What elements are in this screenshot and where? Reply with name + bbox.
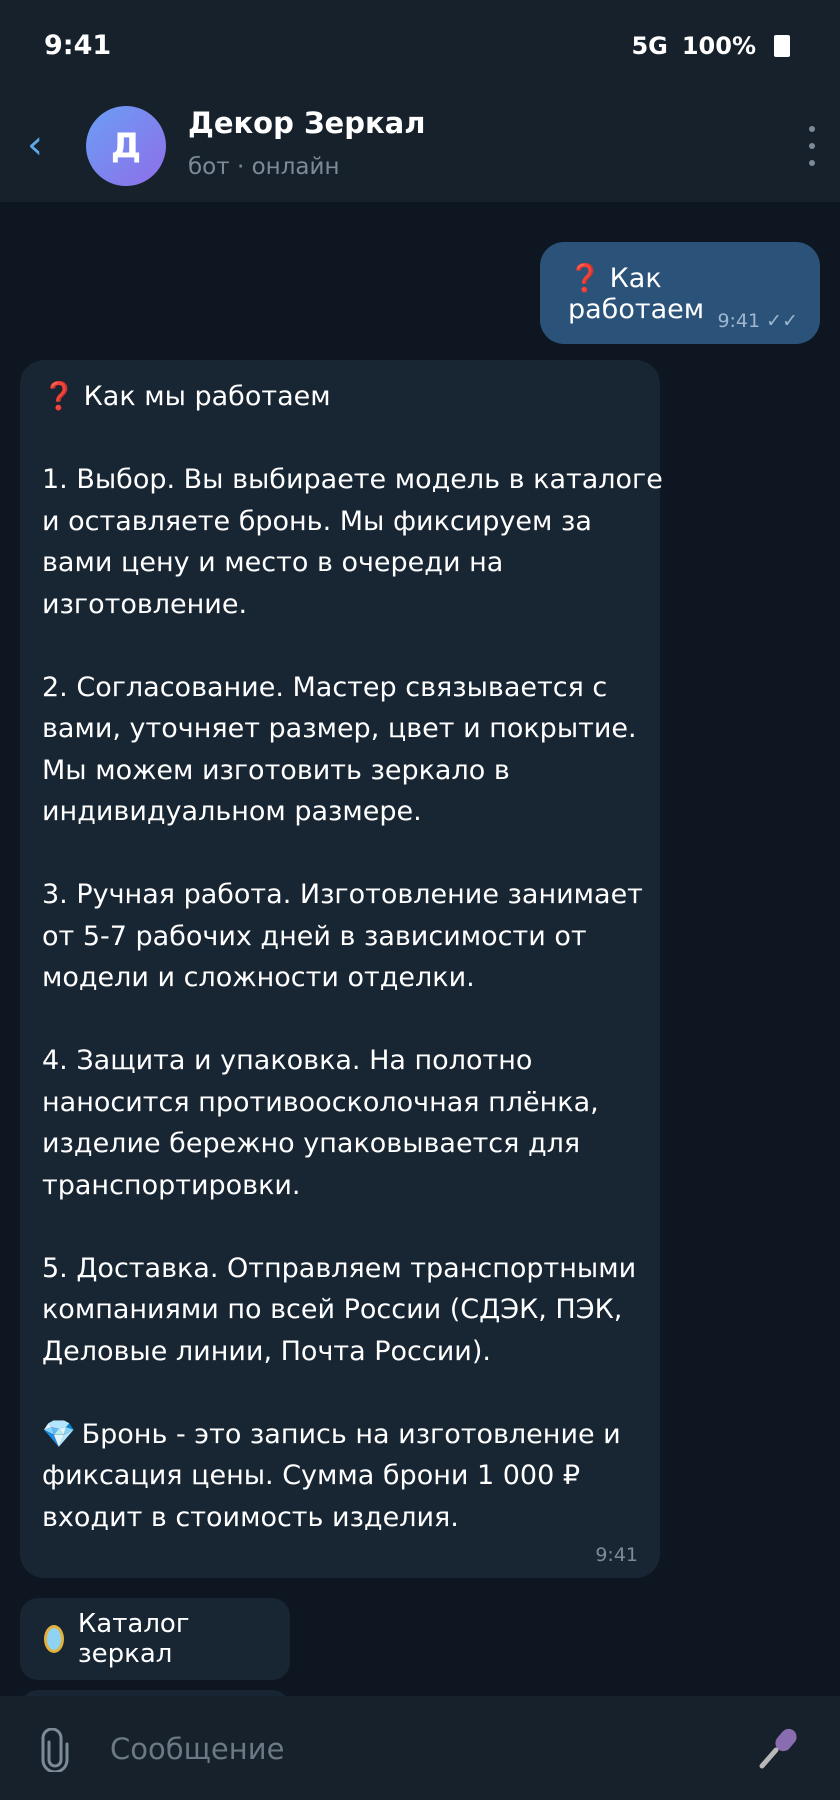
- message-input[interactable]: [110, 1726, 710, 1772]
- question-mark-icon: ❓: [568, 263, 602, 294]
- step-delivery: 5. Доставка. Отправляем транспортными компаниями по всей России (СДЭК, ПЭК, Деловые линии, Почта России).: [42, 1252, 637, 1367]
- gem-icon: 💎: [42, 1418, 76, 1450]
- catalog-button[interactable]: [20, 1598, 290, 1680]
- battery-label: 100%: [681, 32, 756, 60]
- catalog-button-label: Каталог зеркал: [77, 1609, 190, 1669]
- status-time: 9:41: [44, 30, 112, 61]
- outgoing-message[interactable]: [540, 242, 820, 344]
- step-packaging: 4. Защита и упаковка. На полотно наносится противоосколочная плёнка, изделие бережно упаковывается для транспортировки.: [42, 1045, 599, 1201]
- mirror-icon: [44, 1625, 64, 1653]
- step-choice: 1. Выбор. Вы выбираете модель в каталоге и оставляете бронь. Мы фиксируем за вами цену и место в очереди на изготовление.: [42, 464, 663, 620]
- outgoing-message-meta: [717, 310, 798, 332]
- more-options-icon[interactable]: [806, 126, 818, 166]
- message-time: 9:41: [717, 310, 761, 332]
- step-handwork: 3. Ручная работа. Изготовление занимает от 5-7 рабочих дней в зависимости от модели и сложности отделки.: [42, 879, 643, 993]
- message-heading: ❓ Как мы работаем: [42, 381, 331, 412]
- chat-status: бот · онлайн: [188, 154, 340, 180]
- status-bar: [0, 0, 840, 92]
- paperclip-icon[interactable]: [40, 1728, 70, 1772]
- outgoing-message-text: ❓ Как работаем: [568, 263, 705, 325]
- battery-icon: [774, 35, 790, 57]
- chat-header: [0, 92, 840, 202]
- question-mark-icon: ❓: [42, 381, 76, 412]
- read-checks-icon: ✓✓: [766, 310, 798, 332]
- avatar[interactable]: Д: [86, 106, 166, 186]
- step-agreement: 2. Согласование. Мастер связывается с вами, уточняет размер, цвет и покрытие. Мы можем изготовить зеркало в индивидуальном размере.: [42, 671, 637, 827]
- chat-title[interactable]: Декор Зеркал: [188, 106, 426, 140]
- booking-note: 💎 Бронь - это запись на изготовление и фиксация цены. Сумма брони 1 000 ₽ входит в стоимость изделия.: [42, 1418, 621, 1533]
- network-label: 5G: [631, 32, 668, 60]
- incoming-message[interactable]: [20, 360, 663, 1578]
- microphone-icon[interactable]: [756, 1724, 804, 1772]
- message-input-bar: [0, 1696, 840, 1800]
- back-icon[interactable]: ‹: [27, 122, 43, 168]
- message-time: 9:41: [595, 1544, 638, 1566]
- status-indicators: [631, 32, 790, 60]
